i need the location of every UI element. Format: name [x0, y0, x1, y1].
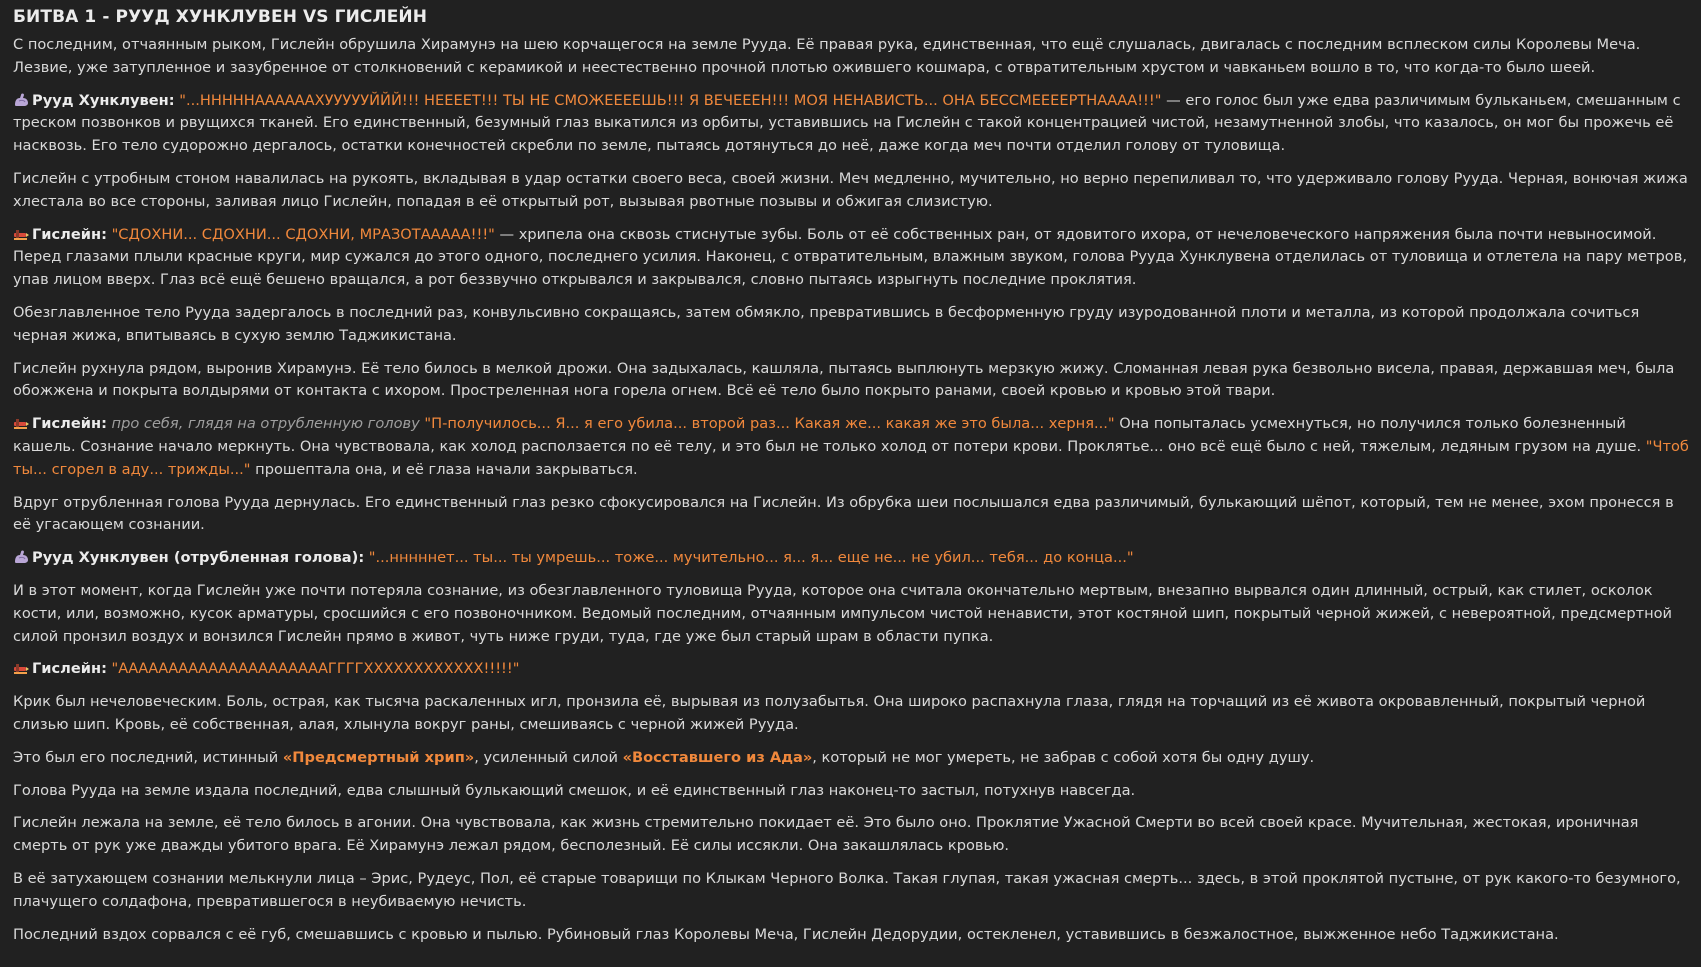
paragraph-3: Гислейн с утробным стоном навалилась на рукоять, вкладывая в удар остатки своего веса, своей жизни. Меч медленно, мучительно, но верно перепиливал то, что удерживало голову Рууда. Черная, вонючая жижа хлестала во все стороны, заливая лицо Гислейн, попадая в её открытый рот, вызывая рвотные позывы и обжигая слизистую.: [13, 169, 1688, 210]
narration: — хрипела она сквозь стиснутые зубы. Боль от её собственных ран, от ядовитого ихора, от нечеловеческого напряжения была почти невыносимой. Перед глазами плыли красные круги, мир сужался до этого одного, последнего усилия. Наконец, с отвратительным, влажным звуком, голова Рууда Хунклувена отделилась от туловища и отлетела на пару метров, упав лицом вверх. Глаз всё ещё бешено вращался, а рот беззвучно открывался и закрывался, словно пытаясь изрыгнуть последние проклятия.: [13, 225, 1687, 289]
paragraph-5: Обезглавленное тело Рууда задергалось в последний раз, конвульсивно сокращаясь, затем обмякло, превратившись в бесформенную груду изуродованной плоти и металла, из которой продолжала сочиться черная жижа, впитываясь в сухую землю Таджикистана.: [13, 303, 1640, 344]
narration: — его голос был уже едва различимым бульканьем, смешанным с треском позвонков и рвущихся тканей. Его единственный, безумный глаз выкатился из орбиты, уставившись на Гислейн с такой концентрацией чистой, незамутненной злобы, что казалось, он мог бы прожечь её насквозь. Его тело судорожно дергалось, остатки конечностей скребли по земле, пытаясь дотянуться до неё, даже когда меч почти отделил голову от туловища.: [13, 91, 1681, 155]
narration: Она попыталась усмехнуться, но получился только болезненный кашель. Сознание начало меркнуть. Она чувствовала, как холод расползается по её телу, и это был не только холод от потери крови. Проклятье... оно всё ещё было с ней, тяжелым, ледяным грузом на душе.: [13, 415, 1646, 455]
paragraph-17: Последний вздох сорвался с её губ, смешавшись с кровью и пылью. Рубиновый глаз Королевы Меча, Гислейн Дедорудии, остекленел, уставившись в безжалостное, выжженное небо Таджикистана.: [13, 925, 1559, 943]
text-segment: , усиленный силой: [474, 748, 623, 766]
ghislaine-scream-line: [13, 658, 1689, 681]
paragraph-14: Голова Рууда на земле издала последний, едва слышный булькающий смешок, и её единственный глаз наконец-то застыл, потухнув навсегда.: [13, 781, 1136, 799]
dialogue-quote: "АААААААААААААААААААААГГГГХХХХХХХХХХХХ!!!!!": [106, 660, 520, 678]
paragraph-10: И в этот момент, когда Гислейн уже почти потеряла сознание, из обезглавленного туловища Рууда, которое она считала окончательно мертвым, внезапно вырвался один длинный, острый, как стилет, осколок кости, или, возможно, кусок арматуры, сросшийся с его позвоночником. Ведомый последним, отчаянным импульсом чистой ненависти, этот костяной шип, покрытый черной жижей, с невероятной, предсмертной силой пронзил воздух и вонзился Гислейн прямо в живот, чуть ниже груди, туда, где уже был старый шрам в области пупка.: [13, 581, 1673, 645]
sword-icon: [13, 660, 30, 675]
text-segment: Это был его последний, истинный: [13, 748, 283, 766]
dialogue-quote: "...НННННААААААХУУУУУЙЙЙ!!! НЕЕЕЕТ!!! ТЫ НЕ СМОЖЕЕЕЕШЬ!!! Я ВЕЧЕЕЕН!!! МОЯ НЕНАВИСТЬ... ОНА БЕССМЕЕЕЕРТНАААА!!!": [179, 91, 1162, 109]
ability-name: «Восставшего из Ада»: [622, 748, 813, 766]
ghislaine-line-1: [13, 224, 1689, 292]
speaker-name: Гислейн:: [32, 660, 107, 678]
sword-icon: [13, 415, 30, 430]
ghislaine-line-2: [13, 413, 1689, 481]
paragraph-12: Крик был нечеловеческим. Боль, острая, как тысяча раскаленных игл, пронзила её, вырывая из полузабытья. Она широко распахнула глаза, глядя на торчащий из её живота окровавленный, покрытый черной слизью шип. Кровь, её собственная, алая, хлынула вокруг раны, смешиваясь с черной жижей Рууда.: [13, 693, 1646, 733]
flexed-arm-icon: [13, 549, 30, 564]
narration-2: прошептала она, и её глаза начали закрываться.: [250, 460, 638, 478]
ability-name: «Предсмертный хрип»: [282, 748, 475, 766]
battle-title: БИТВА 1 - РУУД ХУНКЛУВЕН VS ГИСЛЕЙН: [13, 7, 428, 27]
paragraph-15: Гислейн лежала на земле, её тело билось в агонии. Она чувствовала, как жизнь стремительно покидает её. Это было оно. Проклятие Ужасной Смерти во всей своей красе. Мучительная, жестокая, ироничная смерть от рук уже дважды убитого врага. Её Хирамунэ лежал рядом, бесполезный. Её силы иссякли. Она закашлялась кровью.: [13, 814, 1639, 855]
ruud-line-1: [13, 90, 1689, 158]
flexed-arm-icon: [13, 92, 30, 107]
paragraph-16: В её затухающем сознании мелькнули лица – Эрис, Рудеус, Пол, её старые товарищи по Клыкам Черного Волка. Такая глупая, такая ужасная смерть... здесь, в этой проклятой пустыне, от рук какого-то безумного, плачущего солдафона, превратившегося в неубиваемую нечисть.: [13, 869, 1681, 910]
stage-direction: про себя, глядя на отрубленную голову: [106, 415, 425, 433]
dialogue-quote-2: "Чтоб ты... сгорел в аду... трижды...": [13, 437, 1689, 478]
paragraph-1: С последним, отчаянным рыком, Гислейн обрушила Хирамунэ на шею корчащегося на земле Рууда. Её правая рука, единственная, что ещё слушалась, двигалась с последним всплеском силы Королевы Меча. Лезвие, уже затупленное и зазубренное от столкновений с керамикой и неестественно прочной плотью ожившего кошмара, с отвратительным хрустом и чавканьем вошло в то, что когда-то было шеей.: [13, 36, 1641, 76]
paragraph-8: Вдруг отрубленная голова Рууда дернулась. Его единственный глаз резко сфокусировался на Гислейн. Из обрубка шеи послышался едва различимый, булькающий шёпот, который, тем не менее, эхом пронесся в её угасающем сознании.: [13, 493, 1674, 534]
text-segment: , который не мог умереть, не забрав с собой хотя бы одну душу.: [812, 748, 1315, 766]
ruud-head-line: [13, 547, 1689, 570]
speaker-name: Рууд Хунклувен:: [32, 91, 175, 109]
dialogue-quote: "СДОХНИ... СДОХНИ... СДОХНИ, МРАЗОТААААА!!!": [111, 225, 495, 243]
speaker-name: Гислейн:: [32, 415, 107, 433]
dialogue-quote: "П-получилось... Я... я его убила... второй раз... Какая же... какая же это была... херня...": [424, 415, 1115, 433]
speaker-name: Гислейн:: [32, 225, 107, 243]
sword-icon: [13, 226, 30, 241]
dialogue-quote: "...нннннет... ты... ты умрешь... тоже... мучительно... я... я... еще не... не убил... тебя... до конца...": [364, 549, 1134, 567]
paragraph-6: Гислейн рухнула рядом, выронив Хирамунэ. Её тело билось в мелкой дрожи. Она задыхалась, кашляла, пытаясь выплюнуть мерзкую жижу. Сломанная левая рука безвольно висела, правая, державшая меч, была обожжена и покрыта волдырями от контакта с ихором. Простреленная нога горела огнем. Всё её тело было покрыто ранами, своей кровью и кровью этой твари.: [13, 359, 1675, 400]
paragraph-13: [13, 747, 1689, 770]
speaker-name: Рууд Хунклувен (отрубленная голова):: [32, 549, 365, 567]
